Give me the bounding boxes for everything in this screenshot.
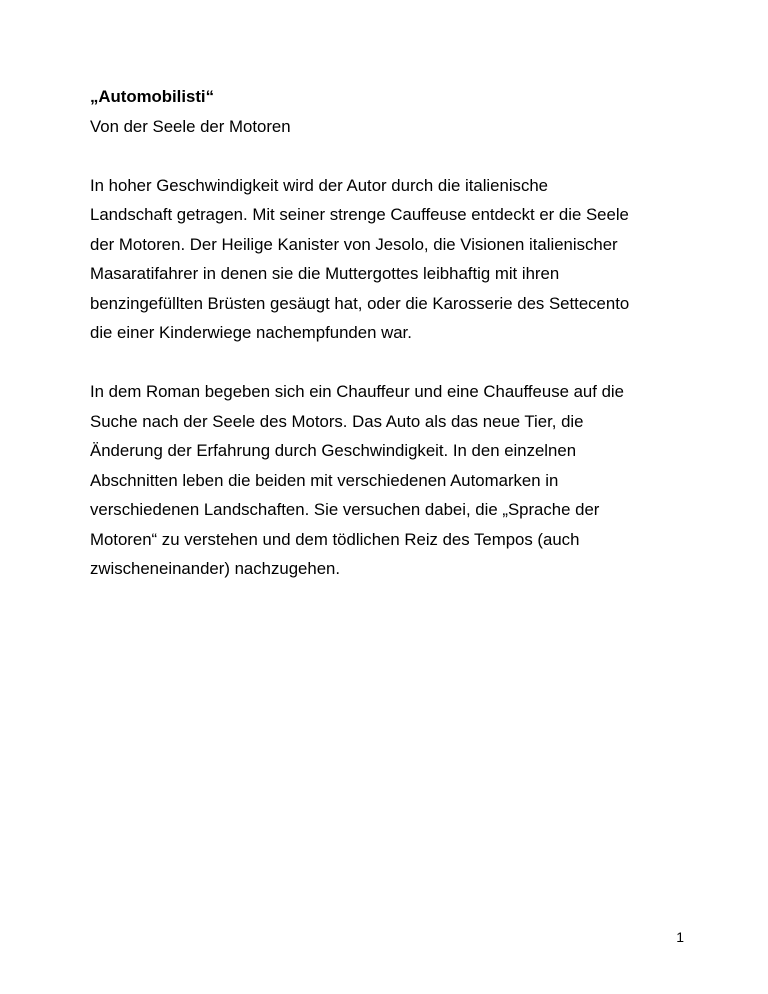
paragraph-line: Suche nach der Seele des Motors. Das Auto als das neue Tier, die (90, 411, 584, 431)
paragraph-line: In hoher Geschwindigkeit wird der Autor durch die italienische (90, 175, 549, 195)
paragraph-line: Masaratifahrer in denen sie die Muttergottes leibhaftig mit ihren (90, 264, 560, 283)
paragraph-line: Motoren“ zu verstehen und dem tödlichen Reiz des Tempos (auch (90, 529, 580, 549)
document-subtitle: Von der Seele der Motoren (90, 116, 291, 136)
paragraph-line: der Motoren. Der Heilige Kanister von Jesolo, die Visionen italienischer (90, 234, 618, 254)
paragraph-line: Abschnitten leben die beiden mit verschiedenen Automarken in (90, 470, 559, 490)
page-number: 1 (676, 929, 684, 945)
document-title: „Automobilisti“ (90, 87, 214, 106)
paragraph-line: Änderung der Erfahrung durch Geschwindigkeit. In den einzelnen (90, 441, 577, 460)
document-body (90, 82, 690, 584)
paragraph-2 (90, 377, 690, 584)
paragraph-line: benzingefüllten Brüsten gesäugt hat, oder die Karosserie des Settecento (90, 293, 630, 313)
paragraph-line: In dem Roman begeben sich ein Chauffeur und eine Chauffeuse auf die (90, 382, 624, 401)
paragraph-line: die einer Kinderwiege nachempfunden war. (90, 323, 412, 342)
paragraph-line: zwischeneinander) nachzugehen. (90, 559, 341, 578)
paragraph-1 (90, 171, 690, 348)
paragraph-line: verschiedenen Landschaften. Sie versuchen dabei, die „Sprache der (90, 500, 600, 519)
paragraph-line: Landschaft getragen. Mit seiner strenge Cauffeuse entdeckt er die Seele (90, 205, 629, 224)
